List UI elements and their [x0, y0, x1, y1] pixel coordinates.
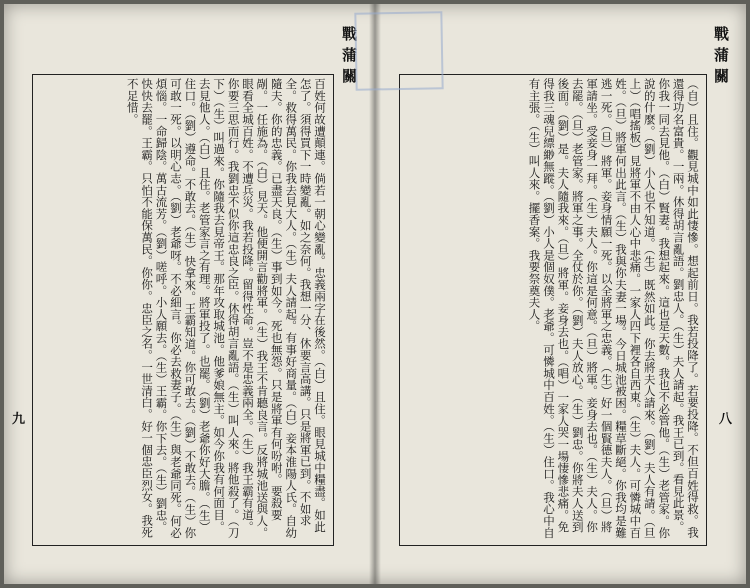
page-header: 戰蒲關	[712, 26, 730, 89]
vertical-text-body: 百姓何故遭顛連。倘若一朝心變亂。忠義兩字在後然。（白）且住。眼見城中糧盡。如此怎了。須得買下一時變亂。如之奈何。我想一分、休要言高講。只是將軍已到。不如求全。救得萬民。你我去見大人。（生）夫人請起。有事好商量。（白）妾本淮陽人氏。自幼隨夫。你的忠義。已盡天良。（生）事到如今。死也無怨。只是將軍有何吩咐。要殺要剮。一任施為。（白）見天。他便開言勸將軍。（生）我王不肯聽良言。反將城池送與人。眼看全城百姓。不遭兵災。我若投降。留得性命。豈不是忠義兩全。（生）我王霸有道。你要三思而行。我劉忠不似你這忠良之臣。休得胡言亂語。（生）叫人來。將他殺了。（刀下）（生）叫過來。你隨我去見帝王。那年攻取城池。他爹娘無主。如今你我有何面目。去見他人。（白）且住。老管家言之有理。將軍投了。也罷。（劉）老爺你好大膽。（生）住口。（劉）遵命。不敢去。（生）快拿來。王霸知道。你可敢去。（劉）不敢去。（生）你可敢一死。以明心志。（劉）老爺呀。不必細言。你必去救妻子。（生）與老爺同死。何必煩惱。一命歸陰。萬古流芳。（劉）嗟呼。小人願去。（生）王霸。你下去。（生）劉忠。快快去罷。王霸。只怕不能保萬民。你你。忠臣之名。一世清白。好一個忠臣烈女。我死不足惜。	[125, 78, 327, 539]
page-header: 戰蒲關	[340, 26, 358, 89]
page-number: 九	[12, 412, 26, 427]
vertical-text-body: （自）且住。觀見城中如此悽慘。想起前日。我若投降了。若要投降。不但百姓得救。我還得功名富貴。一兩。休得胡言亂語。劉忠人。（生）夫人請起。我王已到。看見此景。你我一同去見他。（白）賢妻。我想起來。這也是天數。我也不必管他。（生）老管家。你說的什麼。（劉）小人也不知道。（生）既然如此。你去將夫人請來。（劉）夫人有請。（旦上）（唱搖板）見將軍不由人心中悲痛。一家人四下裡各自西東。（生）夫人。可憐城中百姓。（旦）將軍何出此言。（生）我與你夫妻一場。今日城池被困。糧草斷絕。你我均是難逃一死。（旦）將軍。妾身情願一死。以全將軍之忠義。（生）好一個賢德夫人。（旦）將軍請坐。受妾身一拜。（生）夫人。你這是何意。（旦）將軍。妾身去也。（生）夫人。你去罷。（旦）老管家。將軍之事。全仗於你。（劉）夫人放心。（生）劉忠。你將夫人送到後面。（劉）是。夫人隨我來。（旦）將軍。妾身去也。（唱）一家人哭一場悽慘悲痛。免得我三魂兒縹緲無蹤。（劉）小人是個奴僕。老爺。可憐城中百姓。（生）住口。我心中自有主張。（生）叫人來。擺香案。我要祭奠夫人。	[527, 78, 700, 539]
text-frame	[399, 74, 707, 546]
left-page	[4, 4, 375, 584]
right-page	[375, 4, 746, 584]
page-number: 八	[719, 412, 733, 427]
book-spread	[4, 4, 746, 584]
text-frame	[32, 74, 334, 546]
library-seal-stamp	[354, 11, 443, 91]
